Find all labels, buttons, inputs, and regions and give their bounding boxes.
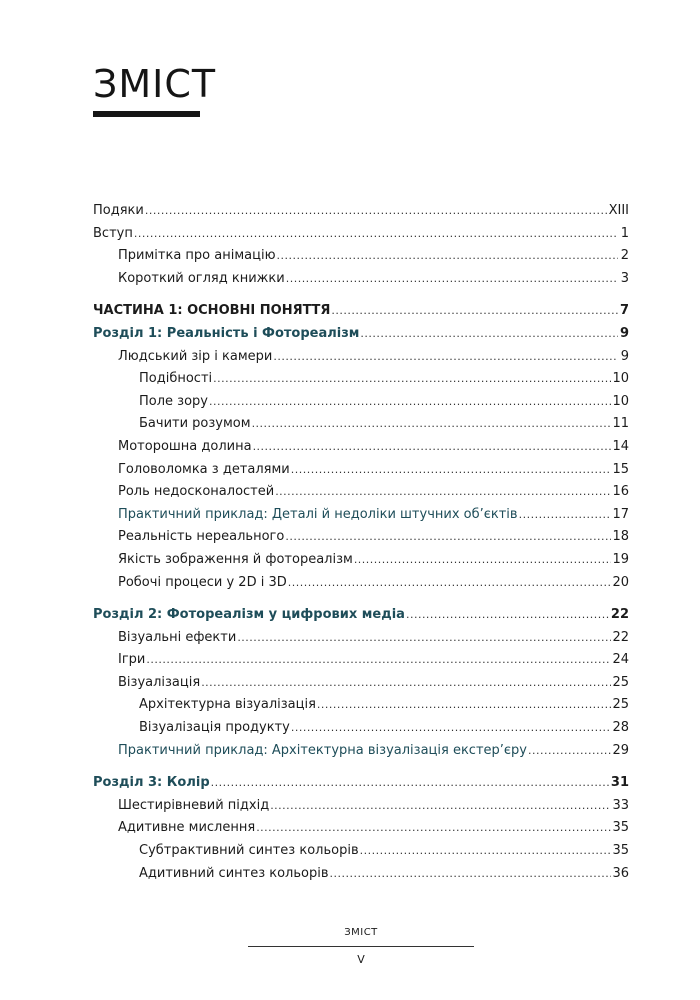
toc-entry[interactable] <box>93 346 629 369</box>
toc-entry[interactable] <box>93 549 629 572</box>
toc-entry[interactable] <box>93 572 629 595</box>
toc-case-study-entry[interactable] <box>93 504 629 527</box>
toc-entry-title: Реальність нереального <box>118 529 285 545</box>
toc-page-number: XIII <box>608 203 629 218</box>
dot-leader <box>291 459 612 482</box>
toc-page-number: 1 <box>620 225 629 241</box>
toc-entry-title: Практичний приклад: Деталі й недоліки штучних об’єктів <box>118 506 518 522</box>
toc-page-number: 18 <box>612 529 629 545</box>
dot-leader <box>288 572 612 595</box>
toc-entry-title: Роль недосконалостей <box>118 484 275 500</box>
toc-part-entry[interactable] <box>93 300 629 323</box>
toc-chapter-entry[interactable] <box>93 323 629 346</box>
toc-entry[interactable] <box>93 245 629 268</box>
dot-leader <box>285 526 611 549</box>
dot-leader <box>331 300 618 323</box>
toc-page-number: 10 <box>612 393 629 409</box>
toc-page-number: 28 <box>612 720 629 736</box>
toc-entry[interactable] <box>93 526 629 549</box>
toc-page-number: 20 <box>612 574 629 590</box>
toc-page-number: 9 <box>619 325 629 341</box>
toc-entry-title: Розділ 1: Реальність і Фотореалізм <box>93 325 360 341</box>
toc-entry-title: Подяки <box>93 203 144 218</box>
toc-page-number: 3 <box>620 270 629 286</box>
page-title: ЗМІСТ <box>93 62 217 106</box>
toc-page-number: 15 <box>612 461 629 477</box>
toc-entry-title: Візуальні ефекти <box>118 629 237 645</box>
dot-leader <box>211 772 610 795</box>
toc-entry[interactable] <box>93 223 629 246</box>
dot-leader <box>519 504 612 527</box>
toc-entry-title: Адитивне мислення <box>118 820 256 836</box>
dot-leader <box>406 604 610 627</box>
toc-page-number: 2 <box>620 248 629 264</box>
table-of-contents <box>93 200 629 885</box>
toc-entry-title: Подібності <box>139 371 213 387</box>
toc-page-number: 31 <box>610 775 629 791</box>
dot-leader <box>291 717 612 740</box>
toc-entry-title: Людський зір і камери <box>118 348 273 364</box>
dot-leader <box>201 672 611 695</box>
toc-entry-title: Головоломка з деталями <box>118 461 290 477</box>
dot-leader <box>273 346 618 369</box>
dot-leader <box>286 268 618 291</box>
toc-entry[interactable] <box>93 627 629 650</box>
toc-entry[interactable] <box>93 368 629 391</box>
dot-leader <box>360 323 618 346</box>
footer-divider <box>248 946 474 947</box>
toc-entry[interactable] <box>93 268 629 291</box>
toc-page-number: 16 <box>612 484 629 500</box>
toc-entry-title: Примітка про анімацію <box>118 248 276 264</box>
dot-leader <box>275 481 611 504</box>
toc-entry[interactable] <box>93 817 629 840</box>
toc-page-number: 35 <box>612 843 629 859</box>
page-number: V <box>357 953 365 966</box>
toc-entry-title: Субтрактивний синтез кольорів <box>139 843 359 859</box>
toc-page-number: 35 <box>612 820 629 836</box>
toc-page-number: 17 <box>612 506 629 522</box>
dot-leader <box>317 694 612 717</box>
dot-leader <box>146 649 611 672</box>
dot-leader <box>528 740 611 763</box>
toc-page-number: 29 <box>612 742 629 758</box>
toc-page-number: 25 <box>612 674 629 690</box>
toc-page-number: 24 <box>612 652 629 668</box>
toc-entry-title: Ігри <box>118 652 146 668</box>
toc-entry-title: Робочі процеси у 2D і 3D <box>118 574 287 590</box>
toc-entry[interactable] <box>93 649 629 672</box>
dot-leader <box>354 549 612 572</box>
toc-page-number: 7 <box>619 303 629 319</box>
toc-page-number: 33 <box>612 797 629 813</box>
toc-entry[interactable] <box>93 459 629 482</box>
dot-leader <box>256 817 611 840</box>
section-gap <box>93 290 629 300</box>
toc-entry[interactable] <box>93 391 629 414</box>
dot-leader <box>209 391 611 414</box>
toc-entry-title: Розділ 2: Фотореалізм у цифрових медіа <box>93 607 405 623</box>
toc-entry-title: ЧАСТИНА 1: ОСНОВНІ ПОНЯТТЯ <box>93 303 331 319</box>
toc-entry[interactable] <box>93 672 629 695</box>
toc-entry[interactable] <box>93 481 629 504</box>
dot-leader <box>330 863 612 886</box>
toc-page-number: 25 <box>612 697 629 713</box>
dot-leader <box>253 436 612 459</box>
dot-leader <box>237 627 611 650</box>
title-underline <box>93 111 200 117</box>
section-gap <box>93 594 629 604</box>
toc-page-number: 22 <box>612 629 629 645</box>
toc-entry-title: Моторошна долина <box>118 438 252 454</box>
dot-leader <box>134 223 618 246</box>
toc-chapter-entry[interactable] <box>93 604 629 627</box>
dot-leader <box>252 413 612 436</box>
toc-entry[interactable] <box>93 436 629 459</box>
toc-entry-title: Короткий огляд книжки <box>118 270 285 286</box>
toc-entry-title: Візуалізація <box>118 674 201 690</box>
toc-entry[interactable] <box>93 795 629 818</box>
dot-leader <box>270 795 611 818</box>
toc-entry-title: Бачити розумом <box>139 416 251 432</box>
toc-page-number: 36 <box>612 865 629 881</box>
section-gap <box>93 762 629 772</box>
toc-entry[interactable] <box>93 717 629 740</box>
toc-entry-title: Шестирівневий підхід <box>118 797 270 813</box>
toc-entry-title: Адитивний синтез кольорів <box>139 865 329 881</box>
toc-page-number: 9 <box>620 348 629 364</box>
toc-entry[interactable] <box>93 863 629 886</box>
toc-entry[interactable] <box>93 694 629 717</box>
running-footer-title: ЗМІСТ <box>344 927 378 938</box>
toc-entry[interactable] <box>93 413 629 436</box>
toc-entry-title: Якість зображення й фотореалізм <box>118 551 353 567</box>
toc-page-number: 10 <box>612 371 629 387</box>
dot-leader <box>360 840 612 863</box>
dot-leader <box>145 200 608 223</box>
dot-leader <box>213 368 611 391</box>
toc-entry-title: Практичний приклад: Архітектурна візуалізація екстер’єру <box>118 742 527 758</box>
toc-page-number: 19 <box>612 551 629 567</box>
toc-entry-title: Поле зору <box>139 393 208 409</box>
toc-case-study-entry[interactable] <box>93 740 629 763</box>
toc-entry[interactable] <box>93 840 629 863</box>
toc-entry-title: Архітектурна візуалізація <box>139 697 316 713</box>
toc-page-number: 11 <box>612 416 629 432</box>
toc-entry-title: Візуалізація продукту <box>139 720 290 736</box>
toc-entry-title: Розділ 3: Колір <box>93 775 210 791</box>
toc-chapter-entry[interactable] <box>93 772 629 795</box>
toc-entry-title: Вступ <box>93 225 133 241</box>
toc-entry[interactable] <box>93 200 629 223</box>
toc-page-number: 14 <box>612 438 629 454</box>
toc-page-number: 22 <box>610 607 629 623</box>
dot-leader <box>277 245 618 268</box>
